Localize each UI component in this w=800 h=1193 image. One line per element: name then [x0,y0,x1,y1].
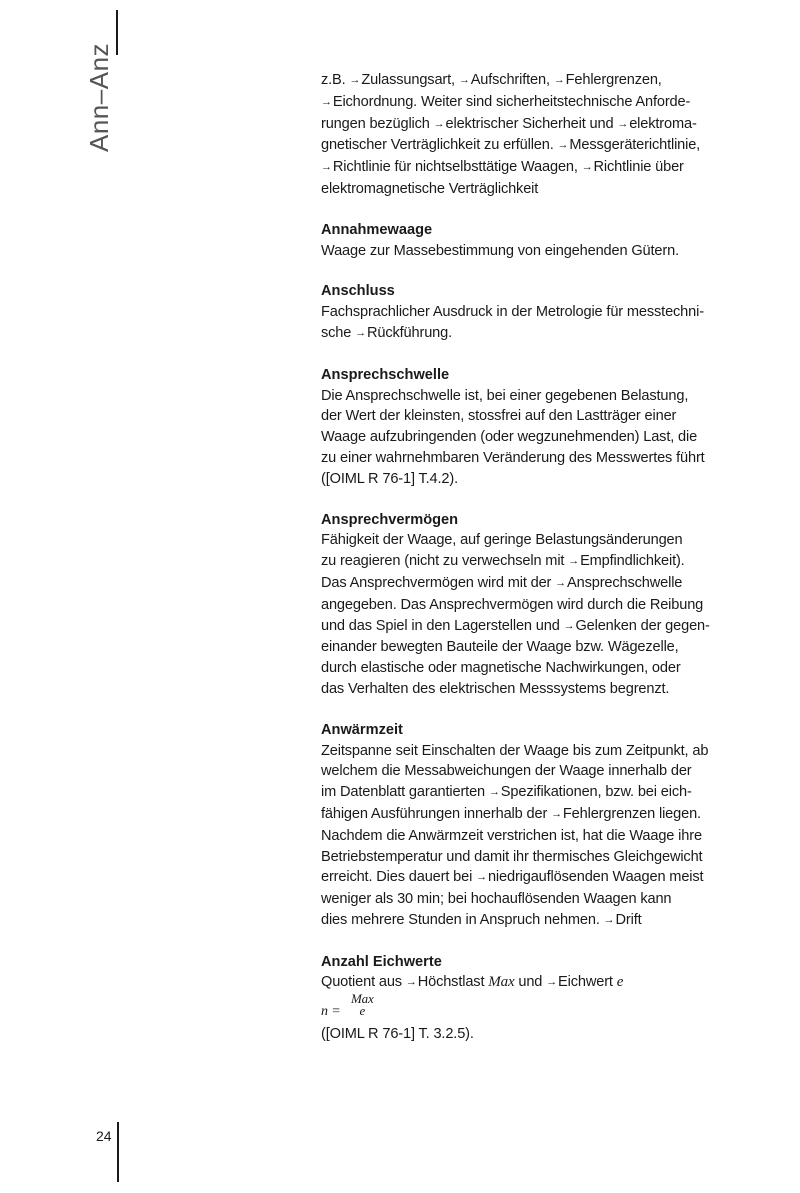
text-line: z.B. →Zulassungsart, →Aufschriften, →Fehlergrenzen, [321,70,713,92]
text-line: gnetischer Verträglichkeit zu erfüllen. →Messgeräterichtlinie, [321,135,713,157]
entry-term: Ansprechvermögen [321,511,459,528]
text-line: →Richtlinie für nichtselbsttätige Waagen, →Richtlinie über [321,157,713,179]
arrow-icon: → [551,807,562,820]
entry-definition: und das Spiel in den Lagerstellen und →Gelenken der gegen- [321,616,713,638]
entry-definition: Das Ansprechvermögen wird mit der →Ansprechschwelle [321,573,713,595]
entry-definition: Nachdem die Anwärmzeit verstrichen ist, hat die Waage ihre [321,827,702,844]
formula-numerator: Max [351,991,374,1007]
entry-definition: Fachsprachlicher Ausdruck in der Metrologie für messtechni- [321,304,704,321]
arrow-icon: → [553,74,565,86]
formula-lhs: n = [321,1004,341,1020]
entry-definition: zu einer wahrnehmbaren Veränderung des Messwertes führt [321,449,705,466]
arrow-icon: → [321,161,332,174]
entry-definition: weniger als 30 min; bei hochauflösenden Waagen kann [321,891,672,908]
footer-rule [117,1122,119,1182]
entry-definition: sche →Rückführung. [321,323,713,345]
arrow-icon: → [563,619,575,632]
entry-definition: Quotient aus →Höchstlast Max und →Eichwert e [321,972,713,994]
entry-term: Ansprechschwelle [321,366,450,383]
arrow-icon: → [458,74,470,86]
entry-ansprechschwelle [321,365,713,490]
arrow-icon: → [557,139,569,152]
text-line: rungen bezüglich →elektrischer Sicherheit und →elektroma- [321,114,713,136]
entry-definition: einander bewegten Bauteile der Waage bzw. Wägezelle, [321,639,679,656]
entry-reference: ([OIML R 76-1] T.4.2). [321,470,459,487]
arrow-icon: → [555,576,567,589]
arrow-icon: → [349,74,361,86]
entry-anschluss [321,281,713,344]
formula-fraction [351,993,374,1017]
entry-definition: der Wert der kleinsten, stossfrei auf den Lastträger einer [321,408,677,425]
entry-definition: Die Ansprechschwelle ist, bei einer gegebenen Belastung, [321,387,689,404]
entry-definition: fähigen Ausführungen innerhalb der →Fehlergrenzen liegen. [321,804,713,826]
arrow-icon: → [603,913,615,926]
arrow-icon: → [433,117,445,130]
running-head-label: Ann–Anz [84,42,114,152]
arrow-icon: → [405,976,417,989]
arrow-icon: → [476,871,487,884]
continuation-paragraph [321,70,713,200]
entry-reference: ([OIML R 76-1] T. 3.2.5). [321,1026,474,1043]
math-symbol-max: Max [488,974,515,991]
entry-definition: Betriebstemperatur und damit ihr thermisches Gleichgewicht [321,848,703,865]
entry-definition: Waage aufzubringenden (oder wegzunehmenden) Last, die [321,429,698,446]
entry-term: Annahmewaage [321,221,433,238]
glossary-column [321,70,713,1045]
entry-definition: Zeitspanne seit Einschalten der Waage bis zum Zeitpunkt, ab [321,742,709,759]
entry-definition: erreicht. Dies dauert bei →niedrigauflösenden Waagen meist [321,867,713,889]
text-line: elektromagnetische Verträglichkeit [321,180,539,197]
entry-annahmewaage [321,220,713,262]
entry-definition: zu reagieren (nicht zu verwechseln mit →Empfindlichkeit). [321,551,713,573]
entry-ansprechvermoegen [321,510,713,700]
entry-definition: durch elastische oder magnetische Nachwirkungen, oder [321,660,681,677]
entry-anzahl-eichwerte [321,952,713,1045]
entry-definition: Waage zur Massebestimmung von eingehenden Gütern. [321,242,679,259]
arrow-icon: → [321,95,332,108]
arrow-icon: → [581,161,593,174]
arrow-icon: → [568,555,580,568]
text-line: →Eichordnung. Weiter sind sicherheitstechnische Anforde- [321,92,713,114]
running-head [64,30,144,150]
arrow-icon: → [546,976,558,989]
entry-definition: im Datenblatt garantierten →Spezifikationen, bzw. bei eich- [321,782,713,804]
entry-definition: Fähigkeit der Waage, auf geringe Belastungsänderungen [321,532,683,549]
formula-denominator: e [359,1003,366,1019]
entry-definition: dies mehrere Stunden in Anspruch nehmen. →Drift [321,910,713,932]
entry-definition: angegeben. Das Ansprechvermögen wird durch die Reibung [321,596,704,613]
entry-definition: welchem die Messabweichungen der Waage innerhalb der [321,763,692,780]
entry-term: Anwärmzeit [321,721,403,738]
formula [321,991,713,1024]
entry-term: Anschluss [321,283,395,300]
math-symbol-e: e [616,974,624,991]
entry-anwaermzeit [321,720,713,932]
entry-definition: das Verhalten des elektrischen Messsystems begrenzt. [321,680,670,697]
arrow-icon: → [355,326,366,339]
entry-term: Anzahl Eichwerte [321,953,442,970]
arrow-icon: → [488,786,500,799]
page-number: 24 [96,1128,112,1144]
arrow-icon: → [617,117,629,130]
